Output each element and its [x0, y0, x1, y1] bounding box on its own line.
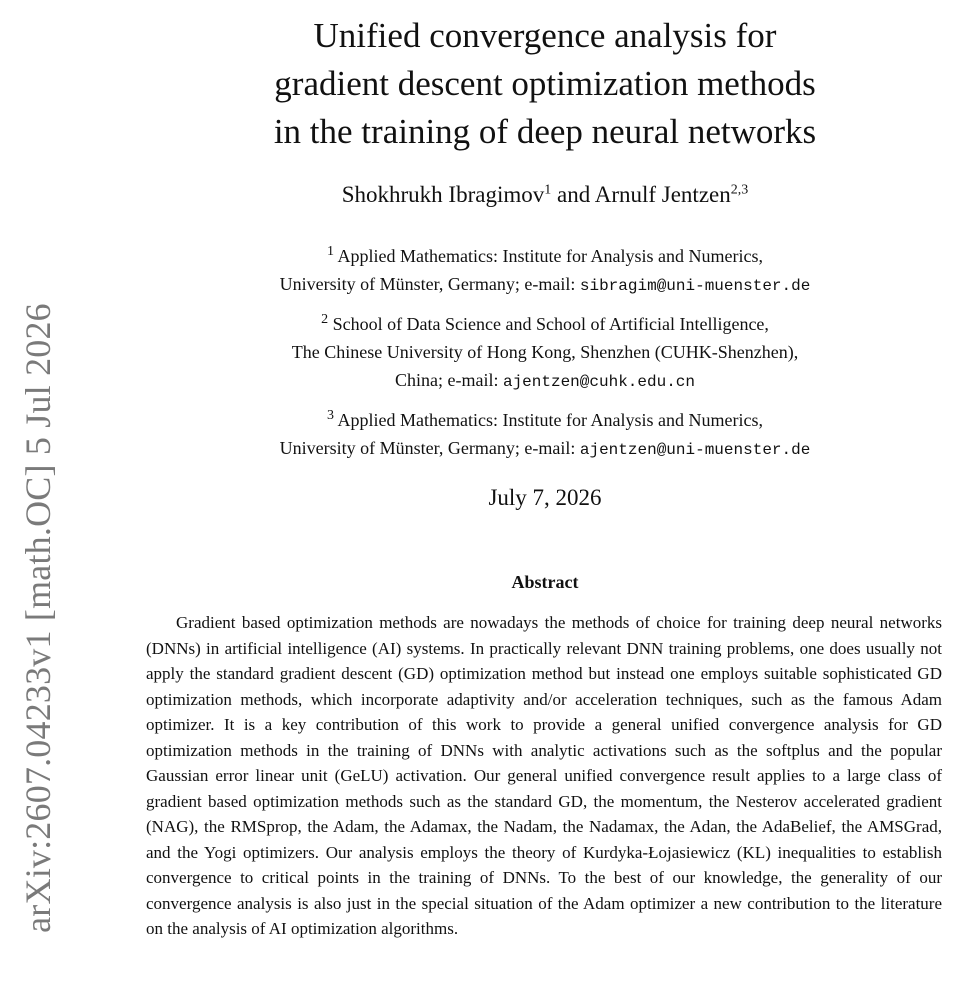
- author-affiliation-marker: 2,3: [730, 182, 749, 198]
- email-user: sibragim: [579, 277, 657, 295]
- at-symbol: @: [656, 441, 667, 459]
- title-line-3: in the training of deep neural networks: [273, 112, 817, 151]
- arxiv-identifier-stamp: arXiv:2607.04233v1 [math.OC] 5 Jul 2026: [18, 303, 58, 933]
- email-address[interactable]: [580, 277, 810, 295]
- paper-title: [140, 12, 950, 156]
- affiliation-line: Applied Mathematics: Institute for Analysis and Numerics,: [334, 410, 763, 430]
- author-list: [140, 182, 950, 208]
- affiliation-line: Applied Mathematics: Institute for Analysis and Numerics,: [334, 246, 763, 266]
- email-domain: uni-muenster.de: [666, 441, 811, 459]
- abstract-heading: Abstract: [511, 572, 579, 592]
- email-user: ajentzen: [579, 441, 657, 459]
- affiliation-marker: 1: [327, 244, 335, 259]
- email-user: ajentzen: [502, 373, 580, 391]
- affiliation-2: [140, 310, 950, 396]
- abstract-text: Gradient based optimization methods are nowadays the methods of choice for training deep neural networks (DNNs) in artificial intelligence (AI) systems. In practically relevant DNN training problems, one does usually not apply the standard gradient descent (GD) optimization method but instead one employs suitable sophisticated GD optimization methods, which incorporate adaptivity and/or acceleration techniques, such as the famous Adam optimizer. It is a key contribution of this work to provide a general unified convergence analysis for GD optimization methods in the training of DNNs with analytic activations such as the softplus and the popular Gaussian error linear unit (GeLU) activation. Our general unified convergence result applies to a large class of gradient based optimization methods such as the standard GD, the momentum, the Nesterov accelerated gradient (NAG), the RMSprop, the Adam, the Adamax, the Nadam, the Nadamax, the Adan, the AdaBelief, the AMSGrad, and the Yogi optimizers. Our analysis employs the theory of Kurdyka-Łojasiewicz (KL) inequalities to establish convergence to critical points in the training of DNNs. To the best of our knowledge, the generality of our convergence analysis is also just in the special situation of the Adam optimizer a new contribution to the literature on the analysis of AI optimization algorithms.: [146, 613, 942, 938]
- email-domain: uni-muenster.de: [666, 277, 811, 295]
- affiliation-1: [140, 242, 950, 300]
- author-affiliation-marker: 1: [544, 182, 552, 198]
- affiliation-line: University of Münster, Germany; e-mail:: [279, 438, 580, 458]
- affiliation-line: The Chinese University of Hong Kong, Shenzhen (CUHK-Shenzhen),: [291, 342, 799, 362]
- affiliation-marker: 3: [327, 408, 335, 423]
- affiliation-marker: 2: [321, 312, 329, 327]
- author-name: Arnulf Jentzen: [594, 182, 731, 207]
- email-address[interactable]: [580, 441, 810, 459]
- affiliation-line: School of Data Science and School of Artificial Intelligence,: [328, 314, 769, 334]
- paper-date: July 7, 2026: [488, 485, 602, 510]
- author-connector: and: [551, 182, 595, 207]
- at-symbol: @: [656, 277, 667, 295]
- affiliation-3: [140, 406, 950, 464]
- affiliation-line: China; e-mail:: [394, 370, 503, 390]
- email-address[interactable]: [503, 373, 695, 391]
- at-symbol: @: [579, 373, 590, 391]
- affiliation-line: University of Münster, Germany; e-mail:: [279, 274, 580, 294]
- author-name: Shokhrukh Ibragimov: [341, 182, 545, 207]
- email-domain: cuhk.edu.cn: [589, 373, 696, 391]
- title-line-1: Unified convergence analysis for: [313, 16, 777, 55]
- title-line-2: gradient descent optimization methods: [274, 64, 816, 103]
